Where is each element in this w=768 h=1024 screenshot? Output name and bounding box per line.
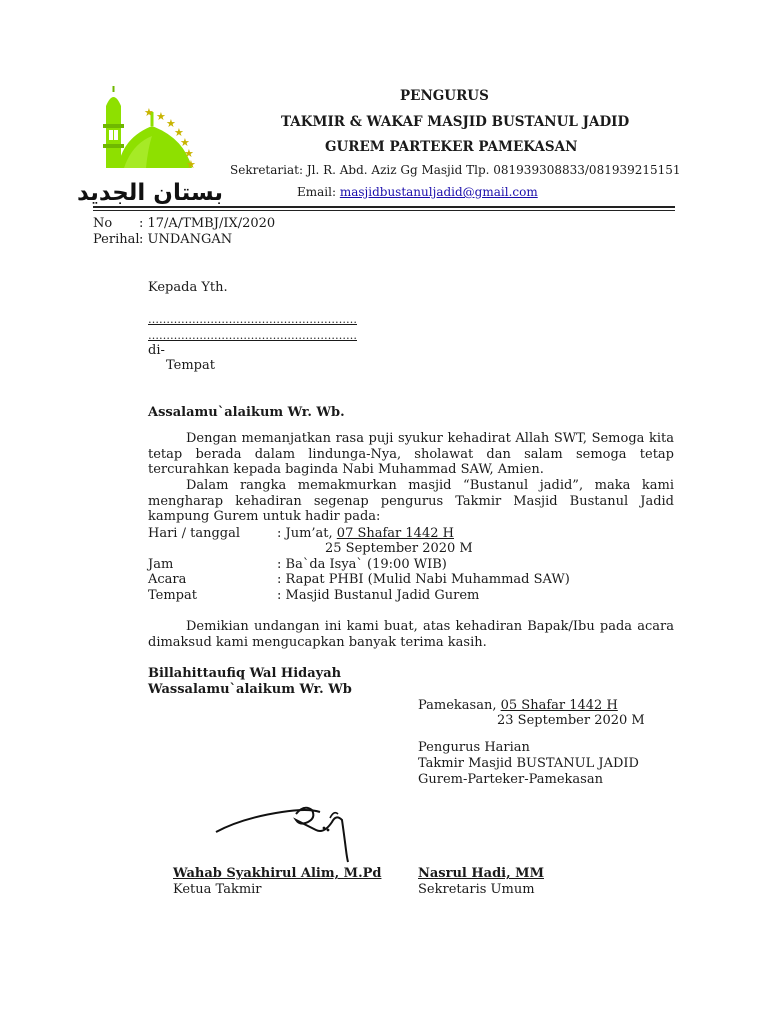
org-line-1: Pengurus Harian	[418, 740, 530, 755]
jam-label: Jam	[148, 557, 174, 572]
tempat-detail-label: Tempat	[148, 588, 197, 603]
hari-hijri: 07 Shafar 1442 H	[336, 526, 454, 541]
signatory-2-title: Sekretaris Umum	[418, 882, 535, 897]
closing-1: Billahittaufiq Wal Hidayah	[148, 666, 342, 681]
header-rule-thick	[93, 206, 675, 208]
email-label: Email:	[297, 185, 340, 199]
tempat-detail-value: : Masjid Bustanul Jadid Gurem	[277, 588, 480, 603]
perihal-value: : UNDANGAN	[139, 232, 233, 247]
date-place	[418, 698, 618, 714]
logo-arabic-text: بستان الجديد	[76, 180, 224, 206]
signatory-1-name: Wahab Syakhirul Alim, M.Pd	[173, 866, 382, 881]
kepada: Kepada Yth.	[148, 280, 228, 295]
tempat-label: Tempat	[166, 358, 215, 373]
acara-value: : Rapat PHBI (Mulid Nabi Muhammad SAW)	[277, 572, 570, 587]
mosque-logo	[76, 86, 224, 208]
svg-text:★: ★	[174, 126, 184, 139]
place-prefix: Pamekasan,	[418, 698, 501, 713]
header-line3: GUREM PARTEKER PAMEKASAN	[325, 139, 578, 155]
signatory-1-title: Ketua Takmir	[173, 882, 262, 897]
svg-text:★: ★	[180, 136, 190, 149]
hari-value	[277, 526, 454, 542]
svg-text:★: ★	[144, 106, 154, 119]
acara-label: Acara	[148, 572, 187, 587]
svg-text:★: ★	[186, 158, 196, 171]
paragraph-2: Dalam rangka memakmurkan masjid “Bustanul jadid”, maka kami mengharap kehadiran segenap pengurus Takmir Masjid Bustanul Jadid kampung Gurem untuk hadir pada:	[148, 478, 674, 525]
salutation: Assalamu`alaikum Wr. Wb.	[148, 405, 345, 420]
date-hijri: 05 Shafar 1442 H	[500, 698, 618, 713]
di-label: di-	[148, 343, 165, 358]
recipient-dots-2: …………………………………………………	[148, 329, 357, 342]
signatory-2-name: Nasrul Hadi, MM	[418, 866, 544, 881]
date-masehi: 23 September 2020 M	[497, 713, 645, 728]
signature	[212, 800, 362, 866]
header-line2: TAKMIR & WAKAF MASJID BUSTANUL JADID	[281, 114, 630, 130]
header-line1: PENGURUS	[400, 88, 489, 104]
paragraph-3: Demikian undangan ini kami buat, atas kehadiran Bapak/Ibu pada acara dimaksud kami mengucapkan banyak terima kasih.	[148, 619, 674, 650]
no-value: : 17/A/TMBJ/IX/2020	[139, 216, 276, 231]
hari-label: Hari / tanggal	[148, 526, 241, 541]
minaret	[106, 106, 121, 168]
closing-2: Wassalamu`alaikum Wr. Wb	[148, 682, 352, 697]
org-line-2: Takmir Masjid BUSTANUL JADID	[418, 756, 639, 771]
jam-value: : Ba`da Isya` (19:00 WIB)	[277, 557, 447, 572]
hari-masehi: 25 September 2020 M	[325, 541, 473, 556]
recipient-dots-1: …………………………………………………	[148, 313, 357, 326]
perihal-label: Perihal	[93, 232, 140, 247]
svg-text:★: ★	[156, 110, 166, 123]
no-label: No	[93, 216, 113, 231]
header-address: Sekretariat: Jl. R. Abd. Aziz Gg Masjid Tlp. 081939308833/081939215151	[230, 163, 681, 177]
header-rule-thin	[93, 210, 675, 211]
svg-text:★: ★	[166, 117, 176, 130]
header-email-row	[297, 185, 538, 199]
org-line-3: Gurem-Parteker-Pamekasan	[418, 772, 603, 787]
hari-prefix: : Jum’at,	[277, 526, 337, 541]
svg-text:★: ★	[184, 147, 194, 160]
email-link[interactable]: masjidbustanuljadid@gmail.com	[339, 185, 538, 199]
paragraph-1: Dengan memanjatkan rasa puji syukur kehadirat Allah SWT, Semoga kita tetap berada dalam lindunga-Nya, sholawat dan salam semoga tetap tercurahkan kepada baginda Nabi Muhammad SAW, Amien.	[148, 431, 674, 478]
